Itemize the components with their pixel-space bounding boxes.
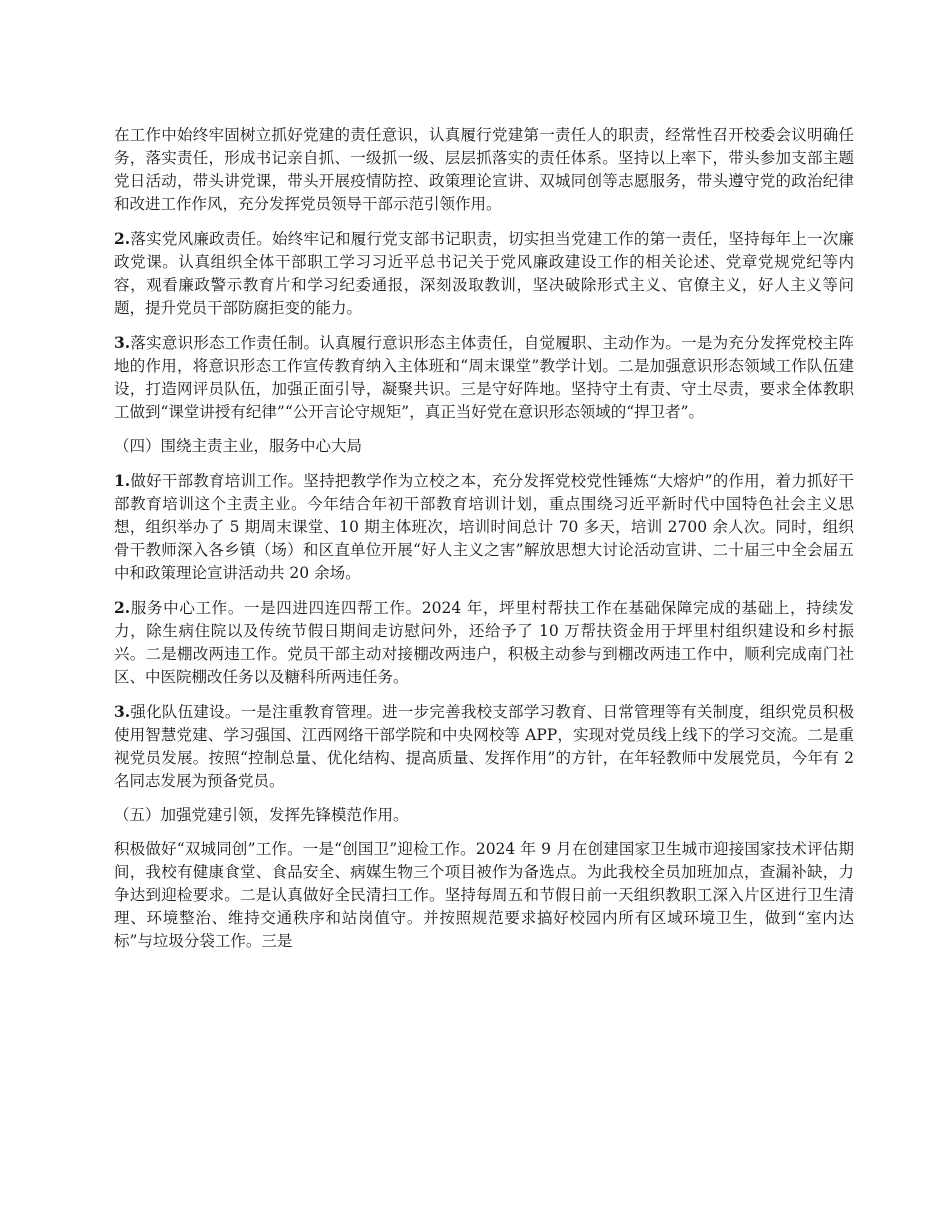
paragraph-dual-city-creation: [114, 838, 854, 953]
paragraph-number: 2.: [114, 598, 131, 617]
paragraph-number: 3.: [114, 333, 131, 352]
section-heading-4: [114, 435, 854, 458]
paragraph-clean-governance: [114, 227, 854, 320]
heading-text: （五）加强党建引领，发挥先锋模范作用。: [114, 806, 409, 824]
paragraph-number: 1.: [114, 471, 131, 490]
paragraph-text: 在工作中始终牢固树立抓好党建的责任意识，认真履行党建第一责任人的职责，经常性召开校委会议明确任务，落实责任，形成书记亲自抓、一级抓一级、层层抓落实的责任体系。坚持以上率下，带头参加支部主题党日活动，带头讲党课，带头开展疫情防控、政策理论宣讲、双城同创等志愿服务，带头遵守党的政治纪律和改进工作作风，充分发挥党员领导干部示范引领作用。: [114, 126, 854, 213]
paragraph-ideology-responsibility: [114, 331, 854, 424]
paragraph-cadre-training: [114, 469, 854, 585]
paragraph-text: 落实党风廉政责任。始终牢记和履行党支部书记职责，切实担当党建工作的第一责任，坚持每年上一次廉政党课。认真组织全体干部职工学习习近平总书记关于党风廉政建设工作的相关论述、党章党规党纪等内容，观看廉政警示教育片和学习纪委通报，深刻汲取教训，坚决破除形式主义、官僚主义，好人主义等问题，提升党员干部防腐拒变的能力。: [114, 230, 854, 317]
heading-text: （四）围绕主责主业，服务中心大局: [114, 437, 363, 455]
paragraph-text: 做好干部教育培训工作。坚持把教学作为立校之本，充分发挥党校党性锤炼“大熔炉”的作用，着力抓好干部教育培训这个主责主业。今年结合年初干部教育培训计划，重点围绕习近平新时代中国特色社会主义思想，组织举办了 5 期周末课堂、10 期主体班次，培训时间总计 70 多天，培训 2700 余人次。同时，组织骨干教师深入各乡镇（场）和区直单位开展“好人主义之害”解放思想大讨论活动宣讲、二十届三中全会届五中和政策理论宣讲活动共 20 余场。: [114, 472, 854, 582]
paragraph-text: 积极做好“双城同创”工作。一是“创国卫”迎检工作。2024 年 9 月在创建国家卫生城市迎接国家技术评估期间，我校有健康食堂、食品安全、病媒生物三个项目被作为备选点。为此我校全员加班加点，查漏补缺，力争达到迎检要求。二是认真做好全民清扫工作。坚持每周五和节假日前一天组织教职工深入片区进行卫生清理、环境整治、维持交通秩序和站岗值守。并按照规范要求搞好校园内所有区域环境卫生，做到“室内达标”与垃圾分袋工作。三是: [114, 840, 854, 950]
paragraph-number: 2.: [114, 229, 131, 248]
paragraph-text: 服务中心工作。一是四进四连四帮工作。2024 年，坪里村帮扶工作在基础保障完成的基础上，持续发力，除生病住院以及传统节假日期间走访慰问外，还给予了 10 万帮扶资金用于坪里村组织建设和乡村振兴。二是棚改两违工作。党员干部主动对接棚改两违户，积极主动参与到棚改两违工作中，顺利完成南门社区、中医院棚改任务以及糖科所两违任务。: [114, 599, 854, 686]
paragraph-team-building: [114, 700, 854, 793]
paragraph-party-building-responsibility: [114, 124, 854, 216]
paragraph-text: 强化队伍建设。一是注重教育管理。进一步完善我校支部学习教育、日常管理等有关制度，组织党员积极使用智慧党建、学习强国、江西网络干部学院和中央网校等 APP，实现对党员线上线下的学习交流。二是重视党员发展。按照“控制总量、优化结构、提高质量、发挥作用”的方针，在年轻教师中发展党员，今年有 2 名同志发展为预备党员。: [114, 703, 854, 790]
section-heading-5: [114, 804, 854, 827]
paragraph-number: 3.: [114, 702, 131, 721]
paragraph-serve-center-work: [114, 596, 854, 689]
paragraph-text: 落实意识形态工作责任制。认真履行意识形态主体责任，自觉履职、主动作为。一是为充分发挥党校主阵地的作用，将意识形态工作宣传教育纳入主体班和“周末课堂”教学计划。二是加强意识形态领域工作队伍建设，打造网评员队伍，加强正面引导，凝聚共识。三是守好阵地。坚持守土有责、守土尽责，要求全体教职工做到“课堂讲授有纪律”“公开言论守规矩”，真正当好党在意识形态领域的“捍卫者”。: [114, 334, 854, 421]
document-page: [114, 124, 854, 964]
